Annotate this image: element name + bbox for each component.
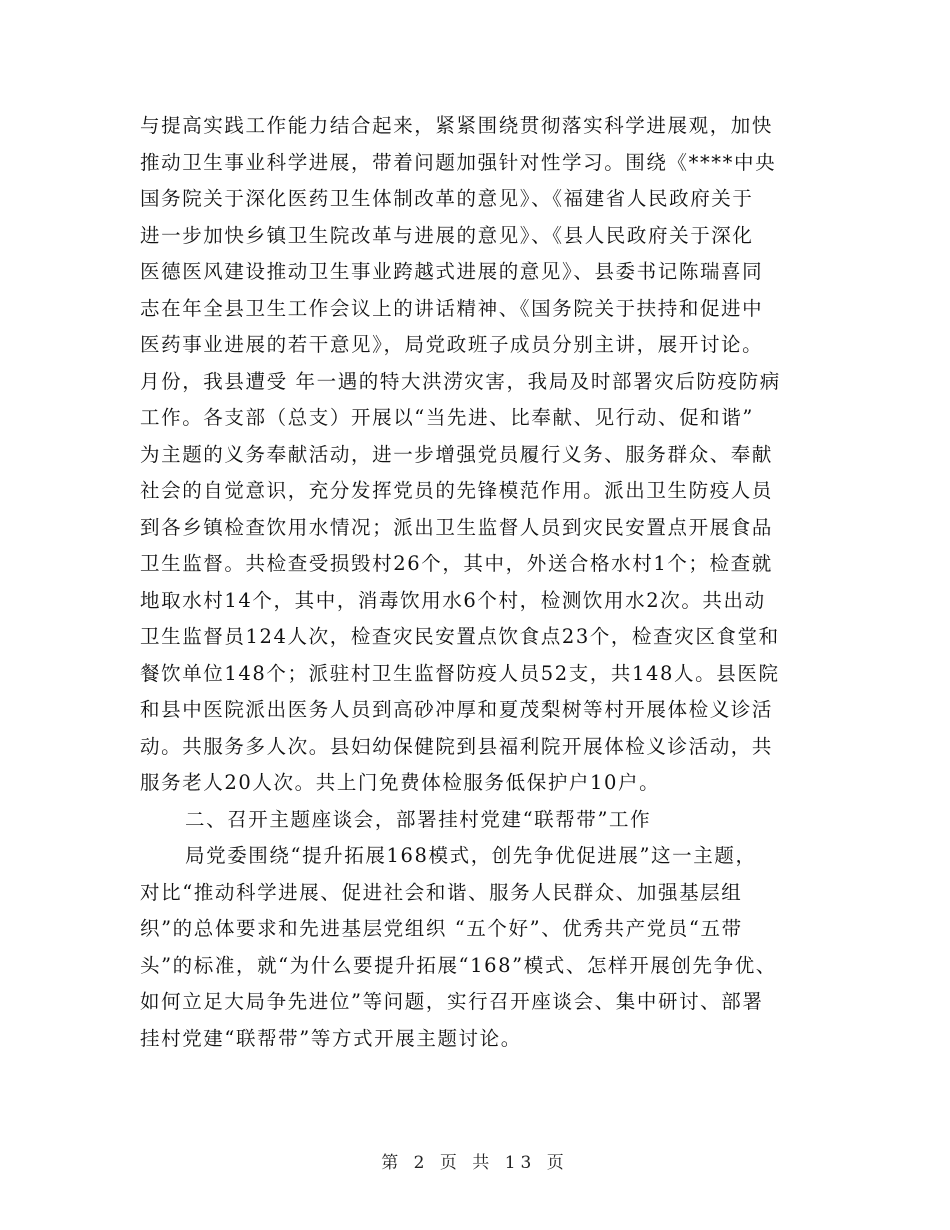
- body-line: 推动卫生事业科学进展，带着问题加强针对性学习。围绕《****中央: [140, 150, 777, 174]
- section-line: 如何立足大局争先进位”等问题，实行召开座谈会、集中研讨、部署: [140, 990, 764, 1013]
- body-line: 到各乡镇检查饮用水情况；派出卫生监督人员到灾民安置点开展食品: [140, 515, 774, 539]
- body-line: 和县中医院派出医务人员到高砂冲厚和夏茂梨树等村开展体检义诊活: [140, 698, 774, 721]
- body-line: 工作。各支部（总支）开展以“当先进、比奉献、见行动、促和谐”: [140, 406, 754, 429]
- body-line: 医德医风建设推动卫生事业跨越式进展的意见》、县委书记陈瑞喜同: [140, 260, 764, 283]
- body-line: 为主题的义务奉献活动，进一步增强党员履行义务、服务群众、奉献: [140, 442, 774, 466]
- document-body: [140, 108, 820, 1057]
- body-line: 社会的自觉意识，充分发挥党员的先锋模范作用。派出卫生防疫人员: [140, 479, 774, 502]
- body-line: 与提高实践工作能力结合起来，紧紧围绕贯彻落实科学进展观，加快: [140, 114, 774, 137]
- section-heading: 二、召开主题座谈会，部署挂村党建“联帮带”工作: [185, 807, 652, 831]
- body-line: 志在年全县卫生工作会议上的讲话精神、《国务院关于扶持和促进中: [140, 296, 764, 320]
- page-number-footer: 第 2 页 共 13 页: [381, 1153, 569, 1173]
- section-line: 挂村党建“联帮带”等方式开展主题讨论。: [140, 1026, 522, 1050]
- section-line: 织”的总体要求和先进基层党组织 “五个好”、优秀共产党员“五带: [140, 917, 743, 940]
- body-line: 卫生监督。共检查受损毁村26个，其中，外送合格水村1个；检查就: [140, 552, 773, 575]
- section-line: 局党委围绕“提升拓展168模式，创先争优促进展”这一主题，: [185, 844, 757, 867]
- section-line: 头”的标准，就“为什么要提升拓展“168”模式、怎样开展创先争优、: [140, 953, 777, 977]
- body-line: 医药事业进展的若干意见》，局党政班子成员分别主讲，展开讨论。: [140, 333, 764, 356]
- body-line: 卫生监督员124人次，检查灾民安置点饮食点23个，检查灾区食堂和: [140, 625, 780, 648]
- body-line: 餐饮单位148个；派驻村卫生监督防疫人员52支，共148人。县医院: [140, 661, 780, 685]
- body-line: 月份，我县遭受 年一遇的特大洪涝灾害，我局及时部署灾后防疫防病: [140, 369, 781, 393]
- body-line: 动。共服务多人次。县妇幼保健院到县福利院开展体检义诊活动，共: [140, 734, 774, 758]
- body-line: 地取水村14个，其中，消毒饮用水6个村，检测饮用水2次。共出动: [140, 588, 766, 612]
- body-line: 进一步加快乡镇卫生院改革与进展的意见》、《县人民政府关于深化: [140, 223, 754, 247]
- section-line: 对比“推动科学进展、促进社会和谐、服务人民群众、加强基层组: [140, 880, 743, 904]
- body-line: 服务老人20人次。共上门免费体检服务低保护户10户。: [140, 771, 661, 794]
- body-line: 国务院关于深化医药卫生体制改革的意见》、《福建省人民政府关于: [140, 187, 754, 210]
